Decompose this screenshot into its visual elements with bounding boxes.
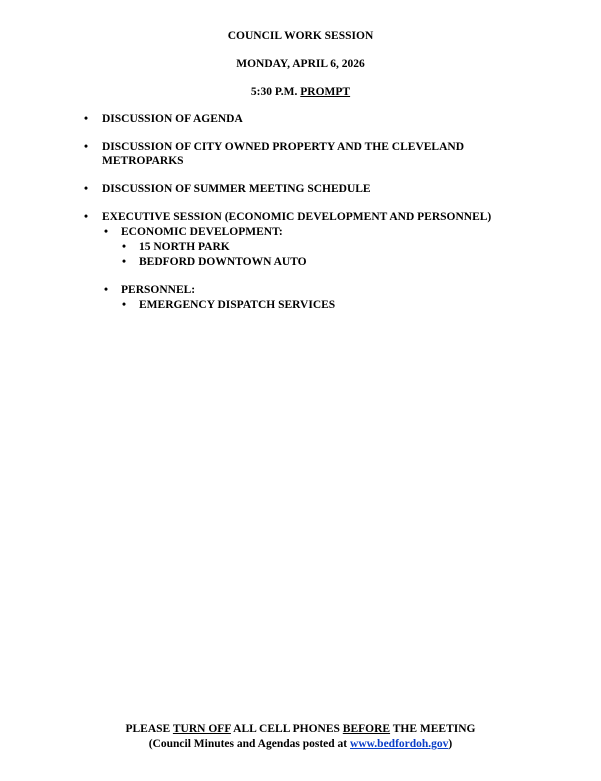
sub-item-personnel: PERSONNEL: <box>121 284 196 296</box>
agenda-item-city-property <box>102 140 464 168</box>
turn-off-text: TURN OFF <box>172 723 231 735</box>
bullet-icon: • <box>84 211 89 223</box>
sub-sub-item-dispatch: EMERGENCY DISPATCH SERVICES <box>139 299 336 311</box>
agenda-item-summer-schedule: DISCUSSION OF SUMMER MEETING SCHEDULE <box>102 183 371 195</box>
footer-text: THE MEETING <box>390 723 476 735</box>
prompt-text: PROMPT <box>300 86 351 98</box>
agenda-item-agenda: DISCUSSION OF AGENDA <box>102 113 243 125</box>
footer-text: ) <box>448 738 453 750</box>
bullet-icon: • <box>104 284 109 296</box>
footer-posting-note <box>0 737 601 751</box>
footer-text: ALL CELL PHONES <box>230 723 343 735</box>
footer-notice <box>0 722 601 736</box>
agenda-item-line: METROPARKS <box>102 155 184 167</box>
sub-sub-item-north-park: 15 NORTH PARK <box>139 241 230 253</box>
bullet-icon: • <box>84 183 89 195</box>
website-link[interactable]: www.bedfordoh.gov <box>350 738 449 750</box>
session-title: COUNCIL WORK SESSION <box>227 30 374 42</box>
bullet-icon: • <box>122 299 127 311</box>
bullet-icon: • <box>122 241 127 253</box>
footer-text: PLEASE <box>125 723 173 735</box>
time-text: 5:30 P.M. <box>250 86 298 98</box>
agenda-item-line: DISCUSSION OF CITY OWNED PROPERTY AND THE CLEVELAND <box>102 141 465 153</box>
agenda-item-executive-session: EXECUTIVE SESSION (ECONOMIC DEVELOPMENT AND PERSONNEL) <box>102 211 492 223</box>
session-time <box>0 85 601 99</box>
session-date: MONDAY, APRIL 6, 2026 <box>236 58 365 70</box>
footer-text: (Council Minutes and Agendas posted at <box>148 738 351 750</box>
bullet-icon: • <box>84 141 89 153</box>
sub-item-economic-development: ECONOMIC DEVELOPMENT: <box>121 226 283 238</box>
bullet-icon: • <box>84 113 89 125</box>
before-text: BEFORE <box>342 723 391 735</box>
sub-sub-item-downtown-auto: BEDFORD DOWNTOWN AUTO <box>139 256 307 268</box>
bullet-icon: • <box>122 256 127 268</box>
bullet-icon: • <box>104 226 109 238</box>
